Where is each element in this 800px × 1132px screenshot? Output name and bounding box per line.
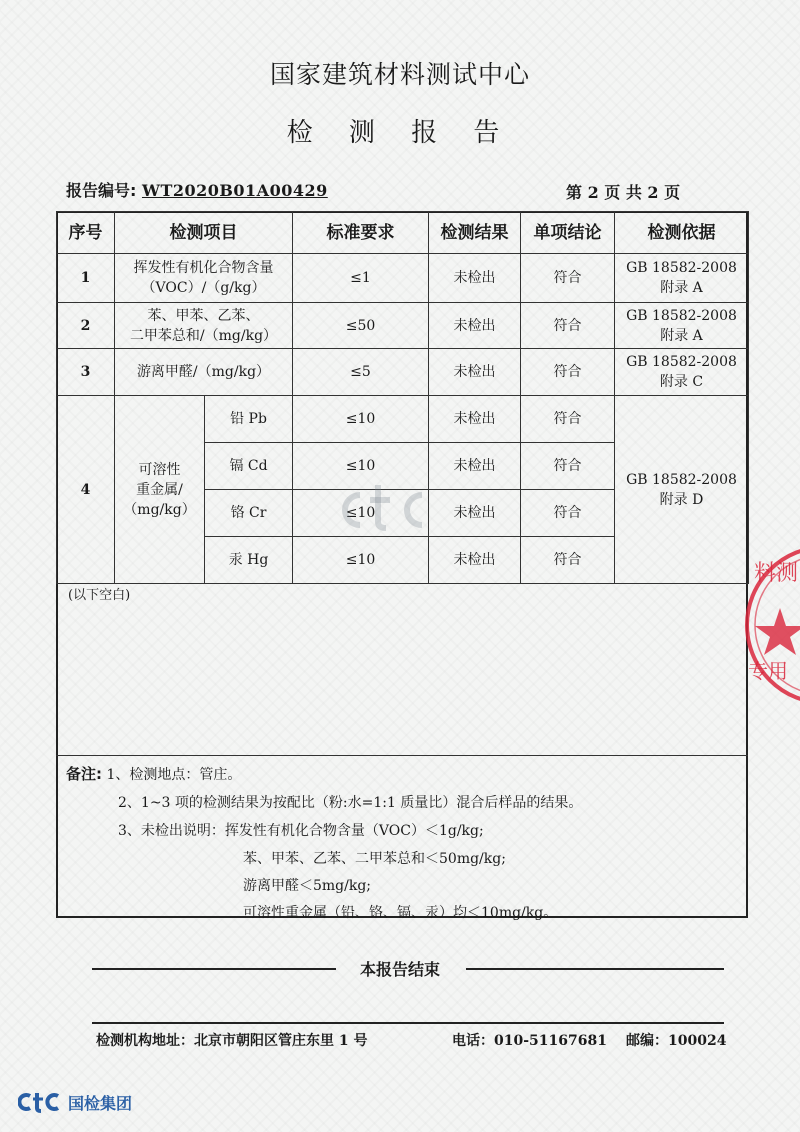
group-line: 重金属/ xyxy=(136,481,183,498)
item-cell xyxy=(115,254,293,303)
report-number-value: WT2020B01A00429 xyxy=(141,181,328,200)
table-header-row xyxy=(57,212,749,254)
conclusion-cell: 符合 xyxy=(521,254,615,303)
footer-phone: 电话：010-51167681 xyxy=(452,1033,607,1049)
requirement-cell: ≤10 xyxy=(293,396,429,443)
requirement-cell: ≤10 xyxy=(293,537,429,584)
item-cell xyxy=(115,303,293,349)
table-row xyxy=(57,303,749,349)
basis-cell xyxy=(615,303,749,349)
basis-line: GB 18582-2008 xyxy=(626,307,737,324)
note-3b: 苯、甲苯、乙苯、二甲苯总和＜50mg/kg; xyxy=(243,851,506,867)
table-row xyxy=(57,396,749,443)
result-cell: 未检出 xyxy=(429,254,521,303)
basis-cell xyxy=(615,349,749,396)
requirement-cell: ≤10 xyxy=(293,490,429,537)
logo-text: 国检集团 xyxy=(68,1093,133,1113)
conclusion-cell: 符合 xyxy=(521,443,615,490)
basis-line: GB 18582-2008 xyxy=(626,260,737,276)
item-cell: 游离甲醛/（mg/kg） xyxy=(115,349,293,396)
footer-postcode: 邮编：100024 xyxy=(626,1033,727,1049)
footer-address: 检测机构地址：北京市朝阳区管庄东里 1 号 xyxy=(96,1033,368,1049)
basis-line: 附录 A xyxy=(660,327,703,344)
metal-name-cell: 铅 Pb xyxy=(205,396,293,443)
basis-line: GB 18582-2008 xyxy=(626,354,737,370)
result-cell: 未检出 xyxy=(429,443,521,490)
note-3c: 游离甲醛＜5mg/kg; xyxy=(243,878,372,894)
ctc-logo-icon xyxy=(18,1090,64,1114)
metals-group-cell xyxy=(115,396,205,584)
end-of-report: 本报告结束 xyxy=(359,960,440,979)
header-cell: 检测依据 xyxy=(615,212,749,254)
row-number: 1 xyxy=(57,254,115,303)
metal-name-cell: 汞 Hg xyxy=(205,537,293,584)
result-cell: 未检出 xyxy=(429,396,521,443)
result-cell: 未检出 xyxy=(429,537,521,584)
report-number-label: 报告编号: xyxy=(66,181,137,200)
basis-line: 附录 D xyxy=(659,491,704,508)
org-title: 国家建筑材料测试中心 xyxy=(269,60,530,89)
requirement-cell: ≤10 xyxy=(293,443,429,490)
footer-divider xyxy=(92,1022,724,1024)
item-line: 挥发性有机化合物含量 xyxy=(133,260,274,276)
doc-title: 检 测 报 告 xyxy=(286,118,514,148)
note-2: 2、1~3 项的检测结果为按配比（粉:水=1:1 质量比）混合后样品的结果。 xyxy=(118,795,583,811)
conclusion-cell: 符合 xyxy=(521,349,615,396)
blank-below-label: (以下空白) xyxy=(68,588,131,603)
note-3d: 可溶性重金属（铅、铬、镉、汞）均＜10mg/kg。 xyxy=(243,905,558,921)
header-cell: 单项结论 xyxy=(521,212,615,254)
metal-name-cell: 铬 Cr xyxy=(205,490,293,537)
row-number: 3 xyxy=(57,349,115,396)
notes-label: 备注: xyxy=(66,765,102,783)
page-info: 第 2 页 共 2 页 xyxy=(566,183,681,202)
group-line: 可溶性 xyxy=(138,461,181,478)
result-cell: 未检出 xyxy=(429,490,521,537)
requirement-cell: ≤50 xyxy=(293,303,429,349)
header-cell: 序号 xyxy=(57,212,115,254)
table-row xyxy=(57,254,749,303)
header-cell: 检测项目 xyxy=(115,212,293,254)
item-line: （VOC）/（g/kg） xyxy=(141,280,266,296)
header-cell: 检测结果 xyxy=(429,212,521,254)
note-3: 3、未检出说明：挥发性有机化合物含量（VOC）＜1g/kg; xyxy=(118,823,484,839)
requirement-cell: ≤1 xyxy=(293,254,429,303)
item-line: 二甲苯总和/（mg/kg） xyxy=(129,327,278,344)
requirement-cell: ≤5 xyxy=(293,349,429,396)
row-number: 4 xyxy=(57,396,115,584)
basis-cell xyxy=(615,254,749,303)
end-rule-left xyxy=(92,968,336,970)
table-row xyxy=(57,349,749,396)
conclusion-cell: 符合 xyxy=(521,303,615,349)
basis-line: 附录 C xyxy=(659,374,704,390)
seal-stamp-icon xyxy=(740,540,800,710)
notes-divider xyxy=(56,755,748,756)
item-line: 苯、甲苯、乙苯、 xyxy=(147,307,260,324)
svg-text:料测: 料测 xyxy=(754,561,799,586)
group-line: （mg/kg） xyxy=(123,501,196,518)
row-number: 2 xyxy=(57,303,115,349)
conclusion-cell: 符合 xyxy=(521,490,615,537)
basis-line: 附录 A xyxy=(660,280,703,296)
result-cell: 未检出 xyxy=(429,349,521,396)
ctc-logo xyxy=(18,1090,132,1114)
end-rule-right xyxy=(466,968,724,970)
note-text: 1、检测地点：管庄。 xyxy=(106,767,242,783)
conclusion-cell: 符合 xyxy=(521,537,615,584)
svg-text:专用: 专用 xyxy=(748,659,788,683)
ctc-watermark-icon xyxy=(330,470,470,580)
header-cell: 标准要求 xyxy=(293,212,429,254)
metal-name-cell: 镉 Cd xyxy=(205,443,293,490)
report-number xyxy=(66,178,328,201)
note-1 xyxy=(66,763,241,784)
conclusion-cell: 符合 xyxy=(521,396,615,443)
basis-cell xyxy=(615,396,749,584)
basis-line: GB 18582-2008 xyxy=(626,471,737,488)
result-cell: 未检出 xyxy=(429,303,521,349)
